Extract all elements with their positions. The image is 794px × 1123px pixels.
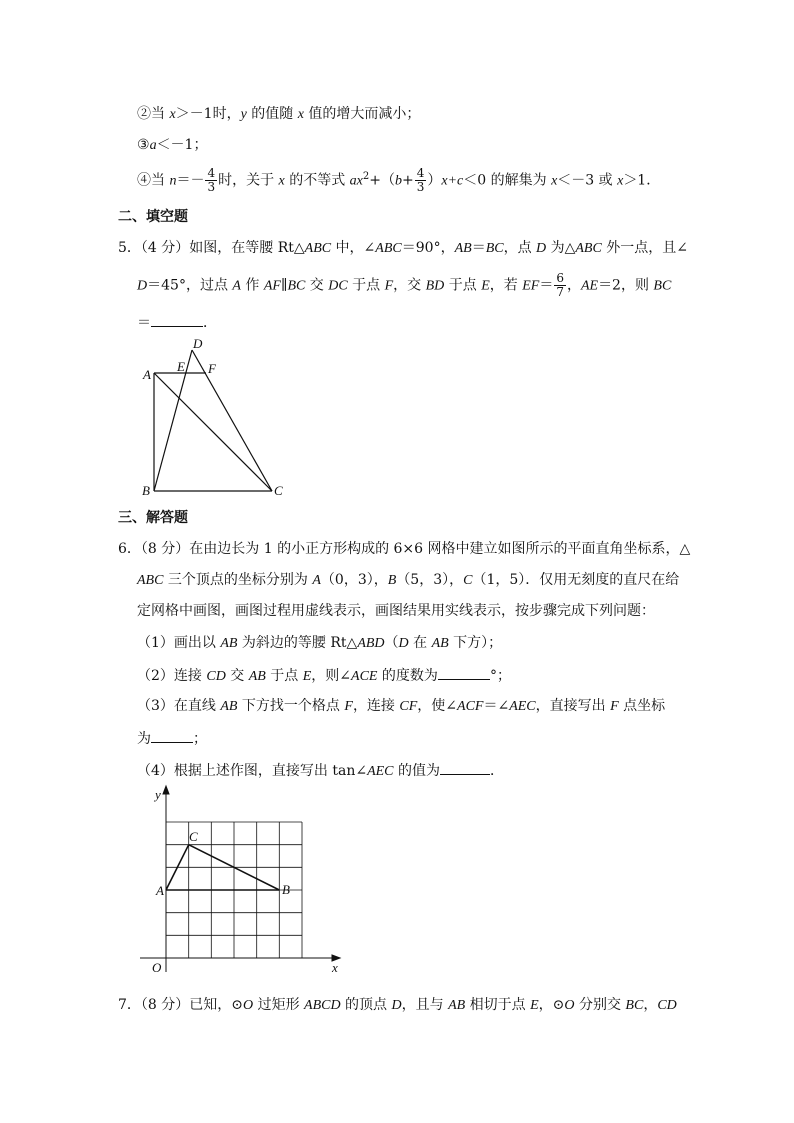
segment-bd — [154, 350, 192, 491]
label-f: F — [208, 361, 216, 376]
q6-line-1: 6．（8 分）在由边长为 1 的小正方形构成的 6×6 网格中建立如图所示的平面直角坐标系，△ — [118, 541, 691, 557]
q6-part-1: （1）画出以 AB 为斜边的等腰 Rt△ABD（D 在 AB 下方）； — [137, 635, 503, 651]
segment-dc — [192, 350, 272, 491]
q5-line-2: D＝45°，过点 A 作 AF∥BC 交 DC 于点 F，交 BD 于点 E，若 EF＝ $\frac{6}{7}$ ，AE＝2，则 BC — [137, 271, 672, 299]
q5-line-1: 5．（4 分）如图，在等腰 Rt△ABC 中，∠ABC＝90°，AB＝BC，点 D 为△ABC 外一点，且∠ — [118, 240, 689, 256]
label-d: D — [193, 336, 203, 351]
label-e: E — [177, 359, 185, 374]
q6-grid-figure — [136, 784, 350, 984]
q4-statement-2: ②当 x＞－1时，y 的值随 x 值的增大而减小； — [137, 106, 421, 122]
q6-part-3: （3）在直线 AB 下方找一个格点 F，连接 CF，使∠ACF＝∠AEC，直接写出 F 点坐标 — [137, 698, 666, 714]
q6-part-4: （4）根据上述作图，直接写出 tan∠AEC 的值为 ． — [137, 759, 504, 782]
label-b: B — [142, 483, 150, 498]
q6-part-2: （2）连接 CD 交 AB 于点 E，则∠ACE 的度数为 °； — [137, 664, 511, 687]
q5-line-3: ＝ ． — [137, 311, 217, 333]
q6-part-3-cont: 为 ； — [137, 727, 207, 749]
label-c: C — [274, 483, 283, 498]
label-x: x — [332, 960, 338, 975]
fraction: $\frac{4}{3}$ — [207, 166, 216, 195]
answer-blank[interactable] — [151, 727, 193, 743]
answer-blank[interactable] — [151, 311, 203, 327]
section-heading-fill: 二、填空题 — [118, 209, 188, 225]
q4-statement-4: ④当 n＝－ $\frac{4}{3}$ 时，关于 x 的不等式 $ax^2+(b+$ $\frac{4}{3}$ ）x+c＜0 的解集为 x＜－3 或 x＞1． — [137, 166, 661, 195]
label-a: A — [143, 367, 151, 382]
y-axis-arrow — [163, 786, 169, 794]
fraction: $\frac{4}{3}$ — [416, 166, 425, 195]
segment-ac — [154, 373, 272, 491]
q5-figure — [138, 335, 288, 505]
label-c: C — [189, 829, 198, 844]
label-origin: O — [152, 960, 162, 975]
q4-statement-3: ③a＜－1； — [137, 137, 208, 153]
answer-blank[interactable] — [440, 759, 490, 775]
answer-blank[interactable] — [438, 664, 490, 680]
q7-line-1: 7．（8 分）已知，⊙O 过矩形 ABCD 的顶点 D，且与 AB 相切于点 E，⊙O 分别交 BC，CD — [118, 997, 677, 1013]
q6-line-2: ABC 三个顶点的坐标分别为 A（0，3），B（5，3），C（1，5）．仅用无刻度的直尺在给 — [137, 572, 680, 588]
q6-line-3: 定网格中画图，画图过程用虚线表示，画图结果用实线表示，按步骤完成下列问题： — [137, 603, 655, 619]
section-heading-solve: 三、解答题 — [118, 510, 188, 526]
label-a: A — [156, 883, 164, 898]
label-b: B — [282, 882, 290, 897]
label-y: y — [155, 787, 161, 802]
fraction: $\frac{6}{7}$ — [556, 271, 564, 299]
